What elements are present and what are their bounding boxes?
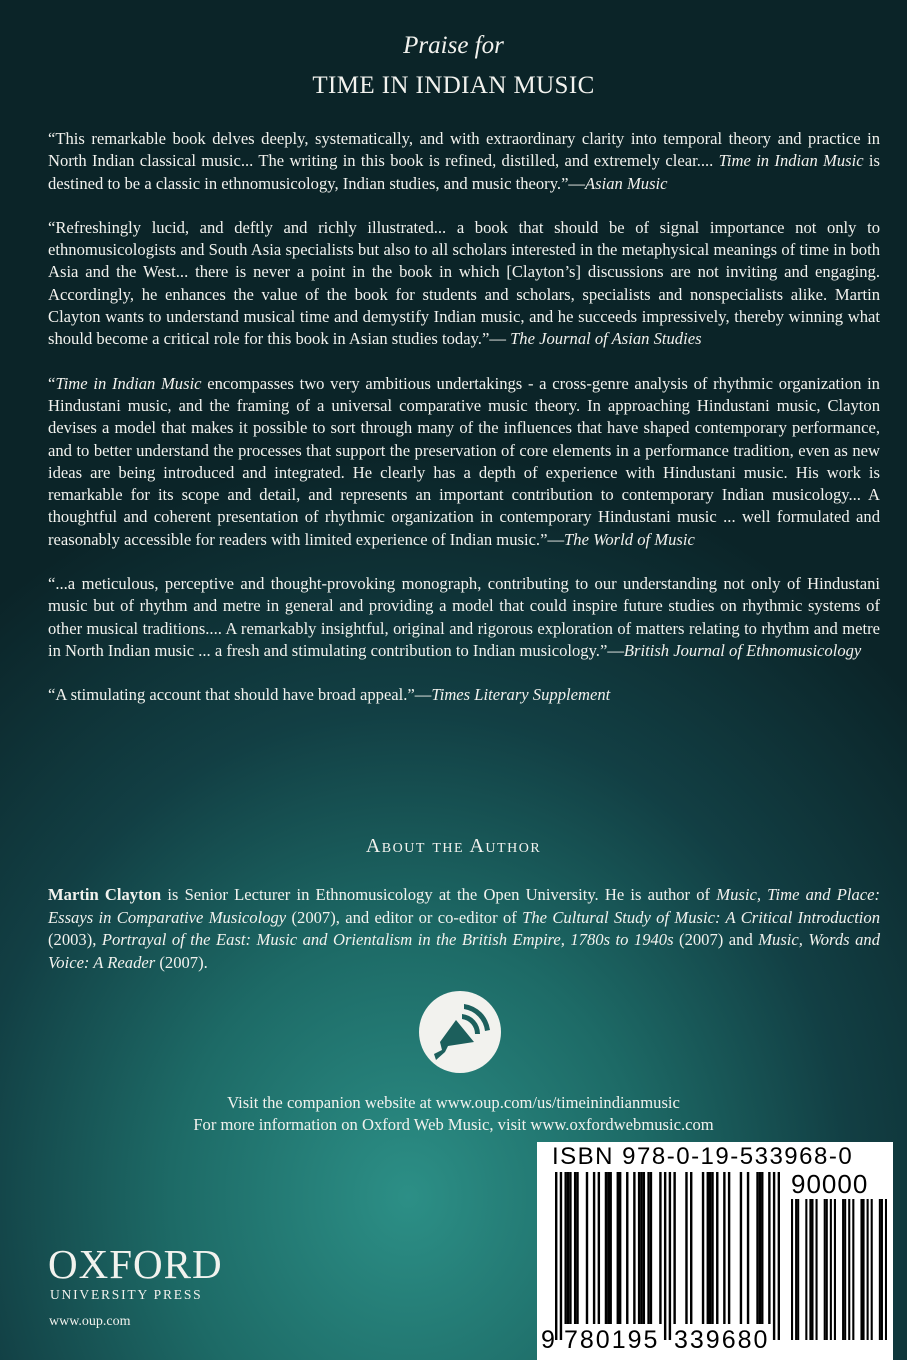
- barcode-bar: [669, 1172, 671, 1340]
- quote-source: The Journal of Asian Studies: [510, 329, 702, 349]
- barcode-bar: [673, 1172, 675, 1324]
- addon-barcode-bar: [871, 1199, 873, 1340]
- barcode-bar: [711, 1172, 713, 1324]
- barcode-bar: [593, 1172, 595, 1324]
- barcode-bar: [598, 1172, 600, 1324]
- review-quote: “Refreshingly lucid, and deftly and richly illustrated... a book that should be of signal importance not only to ethnomusicologists and South Asia specialists but also to all scholars interested in the metaphysical meanings of time in both Asia and the West... there is never a point in the book in which [Clayton’s] discussions are not inviting and engaging. Accordingly, he enhances the value of the book for students and scholars, specialists and nonspecialists alike. Martin Clayton wants to understand musical time and demystify Indian music, and he succeeds impressively, thereby winning what should become a critical role for this book in Asian studies today.”— The Journal of Asian Studies: [48, 217, 880, 349]
- addon-barcode-bar: [867, 1199, 869, 1340]
- addon-barcode-bar: [797, 1199, 799, 1340]
- barcode-bar: [640, 1172, 642, 1324]
- barcode-bar: [560, 1172, 562, 1340]
- companion-website-text: [0, 1092, 907, 1136]
- addon-barcode-bar: [879, 1199, 881, 1340]
- addon-barcode-bar: [830, 1199, 832, 1340]
- review-quotes: [48, 128, 880, 729]
- about-author-heading: About the Author: [365, 835, 542, 857]
- barcode-bar: [609, 1172, 611, 1324]
- review-quote: “Time in Indian Music encompasses two very ambitious undertakings - a cross-genre analysis of rhythmic organization in Hindustani music, and the framing of a universal comparative music theory. In approaching Hindustani music, Clayton devises a model that makes it possible to sort through many of the influences that have shaped contemporary performance, and to better understand the processes that support the preservation of core elements in a performance tradition, even as new ideas are being introduced and integrated. He clearly has a depth of experience with Hindustani music. His work is remarkable for its scope and detail, and represents an important contribution to contemporary Indian musicology... A thoughtful and coherent presentation of rhythmic organization in contemporary Hindustani music ... well formulated and reasonably accessible for readers with limited experience of Indian music.”—The World of Music: [48, 373, 880, 549]
- barcode-bar: [690, 1172, 692, 1324]
- addon-barcode-bar: [885, 1199, 887, 1340]
- barcode-bar: [740, 1172, 742, 1324]
- book-title: TIME IN INDIAN MUSIC: [312, 72, 595, 99]
- addon-barcode-bar: [795, 1199, 797, 1340]
- barcode-bar: [586, 1172, 588, 1324]
- addon-barcode-bar: [848, 1199, 850, 1340]
- quote-source: The World of Music: [564, 529, 695, 549]
- barcode-bar: [643, 1172, 645, 1324]
- barcode-bar: [605, 1172, 607, 1324]
- review-quote: “A stimulating account that should have broad appeal.”—Times Literary Supplement: [48, 685, 611, 705]
- barcode-bar: [626, 1172, 628, 1324]
- addon-barcode-bar: [842, 1199, 844, 1340]
- barcode-bar: [607, 1172, 609, 1324]
- barcode-bar: [707, 1172, 709, 1324]
- barcode-bar: [650, 1172, 652, 1324]
- addon-barcode-bar: [826, 1199, 828, 1340]
- barcode-bar: [685, 1172, 687, 1324]
- oxford-web-music-icon: [418, 990, 502, 1074]
- barcode-bar: [773, 1172, 775, 1340]
- quote-source: Asian Music: [585, 173, 668, 193]
- publisher-logo: OXFORD: [48, 1241, 223, 1287]
- isbn-barcode: [537, 1142, 893, 1360]
- barcode-bar: [638, 1172, 640, 1324]
- barcode-bar: [567, 1172, 569, 1324]
- addon-barcode-bar: [811, 1199, 813, 1340]
- addon-barcode-bar: [852, 1199, 854, 1340]
- publisher-website: www.oup.com: [49, 1314, 131, 1329]
- addon-barcode-bar: [881, 1199, 883, 1340]
- companion-line: For more information on Oxford Web Music, visit www.oxfordwebmusic.com: [193, 1115, 714, 1134]
- addon-barcode-bar: [834, 1199, 836, 1340]
- addon-barcode-bar: [791, 1199, 793, 1340]
- addon-barcode-bars: [791, 1199, 887, 1340]
- barcode-bar: [759, 1172, 761, 1324]
- addon-barcode-bar: [844, 1199, 846, 1340]
- barcode-bar: [728, 1172, 730, 1324]
- addon-barcode-bar: [860, 1199, 862, 1340]
- barcode-bar: [702, 1172, 704, 1324]
- companion-line: Visit the companion website at www.oup.com/us/timeinindianmusic: [227, 1093, 680, 1112]
- addon-barcode-bar: [862, 1199, 864, 1340]
- barcode-bar: [664, 1172, 666, 1340]
- quote-source: British Journal of Ethnomusicology: [623, 640, 862, 660]
- barcode-bar: [564, 1172, 566, 1324]
- barcode-bar: [569, 1172, 571, 1324]
- price-code: 90000: [791, 1169, 869, 1199]
- barcode-bar: [574, 1172, 576, 1324]
- barcode-bar: [576, 1172, 578, 1324]
- barcode-bar: [633, 1172, 635, 1324]
- barcode-bar: [659, 1172, 661, 1324]
- addon-barcode-bar: [805, 1199, 807, 1340]
- barcode-bar: [778, 1172, 780, 1340]
- isbn-label: ISBN 978-0-19-533968-0: [552, 1143, 854, 1170]
- quote-source: Times Literary Supplement: [431, 685, 611, 705]
- ean-barcode-bars: [555, 1172, 780, 1340]
- barcode-bar: [647, 1172, 649, 1324]
- addon-barcode-bar: [824, 1199, 826, 1340]
- barcode-bar: [617, 1172, 619, 1324]
- about-author-text: Martin Clayton is Senior Lecturer in Ethnomusicology at the Open University. He is author of Music, Time and Place: Essays in Comparative Musicology (2007), and editor or co-editor of The Cultural Study of Music: A Critical Introduction (2003), Portrayal of the East: Music and Orientalism in the British Empire, 1780s to 1940s (2007) and Music, Words and Voice: A Reader (2007).: [48, 885, 881, 972]
- barcode-bar: [747, 1172, 749, 1324]
- addon-barcode-bar: [816, 1199, 818, 1340]
- barcode-bar: [761, 1172, 763, 1324]
- review-quote: “This remarkable book delves deeply, systematically, and with extraordinary clarity into temporal theory and practice in North Indian classical music... The writing in this book is refined, distilled, and extremely clear.... Time in Indian Music is destined to be a classic in ethnomusicology, Indian studies, and music theory.”—Asian Music: [48, 129, 880, 193]
- barcode-bar: [723, 1172, 725, 1324]
- barcode-bar: [619, 1172, 621, 1324]
- barcode-bar: [555, 1172, 557, 1340]
- barcode-bar: [756, 1172, 758, 1324]
- barcode-bar: [709, 1172, 711, 1324]
- barcode-bar: [768, 1172, 770, 1324]
- barcode-digits: 9 780195 339680: [541, 1326, 770, 1354]
- addon-barcode-bar: [809, 1199, 811, 1340]
- publisher-press: UNIVERSITY PRESS: [50, 1287, 203, 1302]
- barcode-bar: [716, 1172, 718, 1324]
- author-name: Martin Clayton: [48, 885, 162, 904]
- praise-for-heading: Praise for: [403, 32, 504, 59]
- review-quote: “...a meticulous, perceptive and thought-provoking monograph, contributing to our understanding not only of Hindustani music but of rhythm and metre in general and providing a model that could inspire future studies on rhythmic systems of other musical traditions.... A remarkably insightful, original and rigorous exploration of matters relating to rhythm and metre in North Indian music ... a fresh and stimulating contribution to Indian musicology.”—British Journal of Ethnomusicology: [48, 574, 880, 660]
